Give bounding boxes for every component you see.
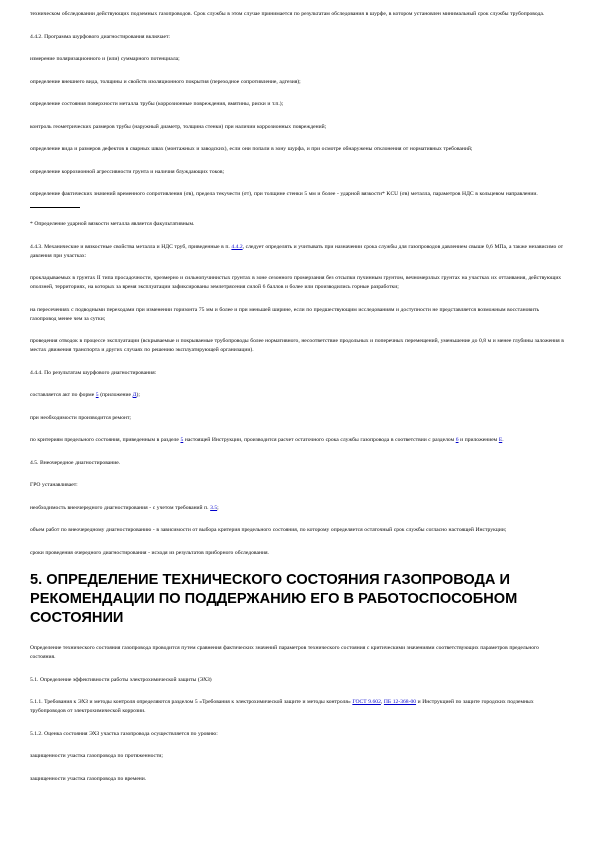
paragraph-text: и приложением — [458, 437, 499, 443]
section-link-5[interactable]: 5 — [180, 437, 184, 443]
paragraph — [30, 436, 565, 445]
paragraph: 4.4.4. По результатам шурфового диагностирования: — [30, 369, 157, 376]
paragraph-text: , — [380, 699, 384, 705]
paragraph: 4.5. Внеочередное диагностирование. — [30, 459, 121, 466]
footnote: * Определение ударной вязкости металла является факультативным. — [30, 221, 195, 227]
paragraph — [30, 243, 565, 261]
paragraph-text: настоящей Инструкции, производится расчет остаточного срока службы газопровода в соответствии с разделом — [183, 437, 456, 443]
paragraph: ГРО устанавливает: — [30, 482, 78, 488]
paragraph: техническом обследовании действующих подземных газопроводов. Срок службы в этом случае принимается по результатам обследования в шурфе, в котором установлен минимальный срок службы трубопровода. — [30, 11, 545, 17]
paragraph-text: необходимость внеочередного диагностирования - с учетом требований п. — [30, 504, 211, 511]
paragraph-text: 4.4.3. Механические и вязкостные свойства металла и НДС труб, приведенные в п. — [30, 243, 232, 250]
paragraph — [30, 698, 565, 716]
paragraph: 5.1. Определение эффективности работы электрохимической защиты (ЭХЗ) — [30, 676, 212, 683]
paragraph: 5.1.2. Оценка состояния ЭХЗ участка газопровода осуществляется по уровню: — [30, 730, 218, 737]
section-link-6[interactable]: 6 — [455, 437, 459, 443]
paragraph: прокладываемых в грунтах II типа просадочности, чрезмерно и сильнопучинистых грунтах в зоне сезонного промерзания без отсыпки пучинным грунтом, вечномерзлых грунтах на участках их оттаивания, действующих оползней, территориях, на которых за время эксплуатации зафиксированы землетрясения силой 6 баллов и более или производились горные разработки; — [30, 275, 562, 290]
paragraph: Определение технического состояния газопровода проводится путем сравнения фактических значений параметров технического состояния с критическими значениями соответствующих параметров предельного состояния. — [30, 645, 539, 660]
paragraph: защищенности участка газопровода по времени. — [30, 775, 147, 782]
paragraph: проведения отводок в процессе эксплуатации (вскрываемые и покрываемые трубопроводы более нормативного, несоответствие продольных и поперечных перемещений, уменьшение до 0,8 м и менее глубины заложения в местах движения транспорта и других случаях по решению эксплуатирующей организации). — [30, 338, 564, 353]
paragraph-text: ; — [217, 504, 219, 511]
section-link-4-4-2[interactable]: 4.4.2 — [231, 243, 243, 250]
form-link-5[interactable]: 5 — [95, 392, 99, 398]
paragraph — [30, 391, 565, 400]
paragraph: при необходимости производится ремонт; — [30, 414, 131, 421]
document-page — [30, 10, 565, 797]
paragraph — [30, 504, 565, 513]
paragraph-text: , следует определять и учитывать при назначении срока службы для газопроводов давлением свыше 0,6 МПа, а также независимо от давления при участках: — [30, 243, 564, 259]
paragraph-text: по критериям предельного состояния, приведенным в разделе — [30, 437, 181, 443]
paragraph: определение состояния поверхности металла трубы (коррозионные повреждения, вмятины, риски и т.п.); — [30, 101, 284, 107]
pb-link[interactable]: ПБ 12-368-00 — [383, 699, 417, 705]
paragraph: защищенности участка газопровода по протяженности; — [30, 753, 163, 759]
paragraph-text: и Инструкцией по защите городских подземных трубопроводов от электрохимической коррозии. — [30, 699, 534, 714]
paragraph: на пересечениях с подводными переходами при изменении горизонта 75 мм и более и при меньшей ширине, если по предшествующим исследованиям и доступности не представляется возможным восстановить газопровод менее чем за сутки; — [30, 306, 540, 322]
paragraph: сроки проведения очередного диагностирования - исходя из результатов приборного обследования. — [30, 549, 269, 556]
section-heading: 5. ОПРЕДЕЛЕНИЕ ТЕХНИЧЕСКОГО СОСТОЯНИЯ ГАЗОПРОВОДА И РЕКОМЕНДАЦИИ ПО ПОДДЕРЖАНИЮ ЕГО В РАБОТОСПОСОБНОМ СОСТОЯНИИ — [30, 572, 518, 626]
paragraph: определение внешнего вида, толщины и свойств изоляционного покрытия (переходное сопротивление, адгезия); — [30, 78, 301, 85]
paragraph: объем работ по внеочередному диагностированию - в зависимости от выбора критерия предельного состояния, по которому определяется остаточный срок службы согласно настоящей Инструкции; — [30, 527, 507, 533]
paragraph-text: . — [502, 437, 504, 443]
paragraph-text: ); — [136, 392, 140, 398]
paragraph: определение коррозионной агрессивности грунта и наличия блуждающих токов; — [30, 168, 225, 175]
paragraph: 4.4.2. Программа шурфового диагностирования включает: — [30, 33, 170, 40]
gost-link[interactable]: ГОСТ 9.602 — [352, 699, 381, 705]
footnote-divider — [30, 207, 80, 208]
paragraph: определение фактических значений временного сопротивления (σв), предела текучести (σт), при толщине стенки 5 мм и более - ударной вязкости* KCU (σв) металла, параметров НДС в кольцевом направлении. — [30, 191, 538, 197]
appendix-link-e[interactable]: Е — [498, 437, 503, 443]
paragraph: определение вида и размеров дефектов в сварных швах (монтажных и заводских), если они попали в зону шурфа, и при осмотре обнаружены отклонения от нормативных требований; — [30, 146, 473, 152]
appendix-link-d[interactable]: Д — [132, 392, 137, 398]
paragraph-text: 5.1.1. Требования к ЭХЗ и методы контроля определяются разделом 5 «Требования к электрохимической защите и методы контроля» — [30, 699, 353, 705]
paragraph-text: (приложение — [98, 392, 133, 398]
paragraph: контроль геометрических размеров трубы (наружный диаметр, толщина стенки) при наличии коррозионных повреждений; — [30, 123, 327, 130]
paragraph: измерение поляризационного и (или) суммарного потенциала; — [30, 56, 180, 62]
paragraph-text: составляется акт по форме — [30, 392, 96, 398]
section-link-3-5[interactable]: 3.5 — [210, 504, 218, 511]
